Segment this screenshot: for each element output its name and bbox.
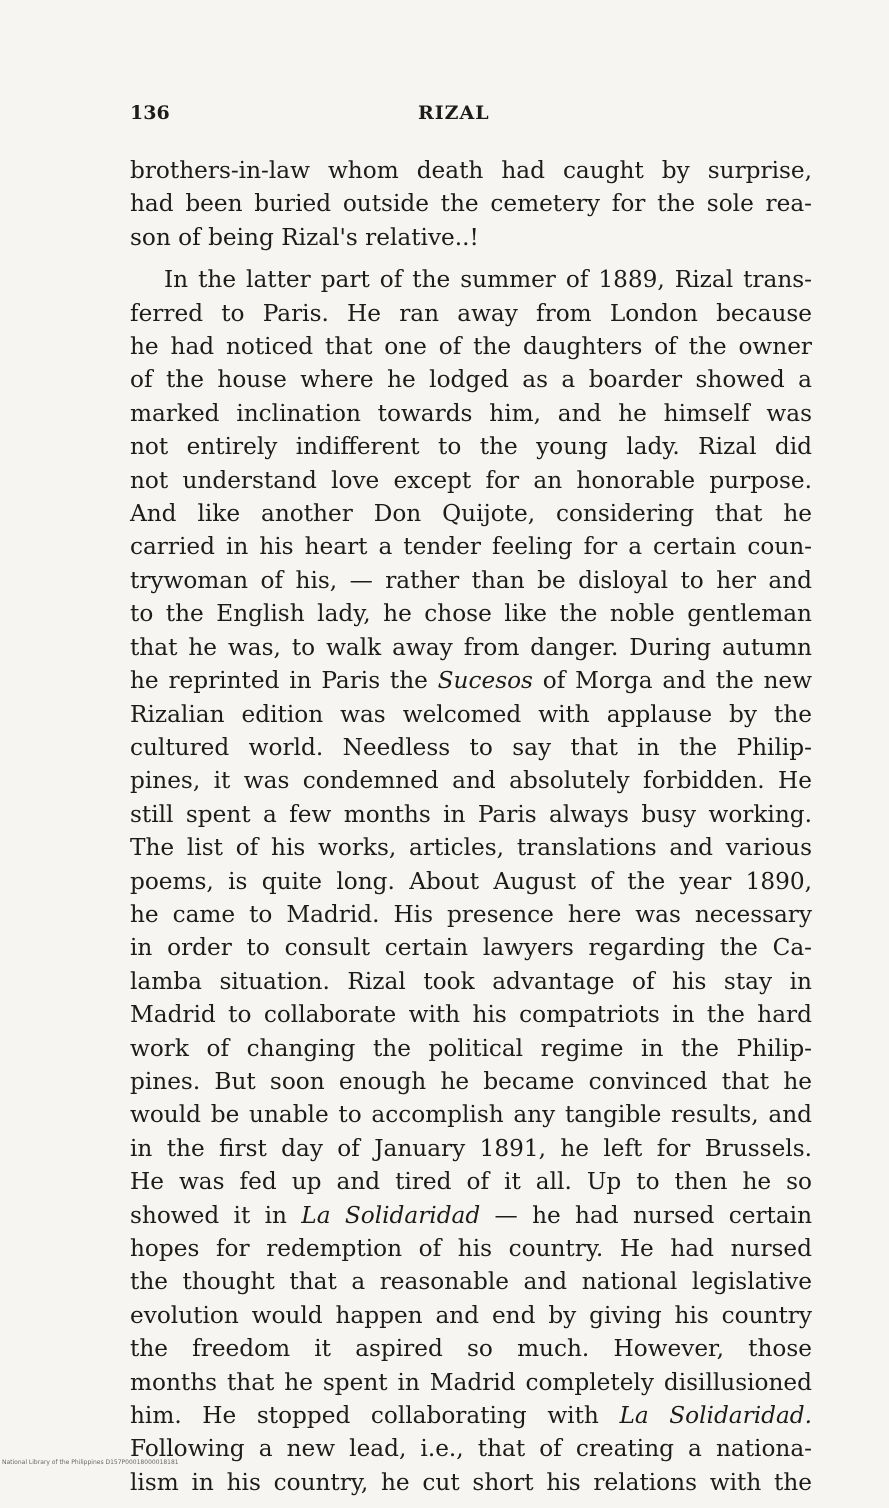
text-line: the freedom it aspired so much. However, those bbox=[130, 1335, 812, 1363]
text-line: that he was, to walk away from danger. During autumn bbox=[130, 633, 812, 661]
text-line: evolution would happen and end by giving his country bbox=[130, 1301, 812, 1329]
text-line: he had noticed that one of the daughters of the owner bbox=[130, 333, 812, 361]
text-line: of the house where he lodged as a boarder showed a bbox=[130, 366, 812, 394]
text-fragment: showed it in bbox=[130, 1201, 302, 1229]
text-line: in order to consult certain lawyers regarding the Ca- bbox=[130, 934, 812, 962]
text-fragment: — he had nursed certain bbox=[480, 1201, 813, 1229]
body-text bbox=[130, 154, 812, 1508]
text-line: not understand love except for an honorable purpose. bbox=[130, 466, 812, 494]
text-line: had been buried outside the cemetery for the sole rea- bbox=[130, 190, 812, 218]
paragraph bbox=[130, 263, 812, 1499]
italic-title: La Solidaridad. bbox=[619, 1402, 812, 1430]
paragraph bbox=[130, 154, 812, 254]
text-line: lism in his country, he cut short his relations with the bbox=[130, 1468, 812, 1496]
text-line: pines. But soon enough he became convinced that he bbox=[130, 1067, 812, 1095]
text-fragment: him. He stopped collaborating with bbox=[130, 1402, 620, 1430]
text-line: Following a new lead, i.e., that of creating a nationa- bbox=[130, 1435, 812, 1463]
text-line: in the first day of January 1891, he left for Brussels. bbox=[130, 1134, 812, 1162]
text-line: he came to Madrid. His presence here was necessary bbox=[130, 900, 812, 928]
text-fragment: he reprinted in Paris the bbox=[130, 667, 438, 695]
text-line: still spent a few months in Paris always busy working. bbox=[130, 800, 812, 828]
text-line: Madrid to collaborate with his compatriots in the hard bbox=[130, 1001, 812, 1029]
text-line bbox=[130, 1399, 812, 1432]
text-line: the thought that a reasonable and national legislative bbox=[130, 1268, 812, 1296]
text-line: lamba situation. Rizal took advantage of his stay in bbox=[130, 967, 812, 995]
text-line: brothers-in-law whom death had caught by surprise, bbox=[130, 157, 812, 184]
text-line: And like another Don Quijote, considering that he bbox=[130, 500, 812, 528]
text-line: poems, is quite long. About August of the year 1890, bbox=[130, 867, 812, 895]
text-line: son of being Rizal's relative..! bbox=[130, 223, 479, 251]
text-line: In the latter part of the summer of 1889, Rizal trans- bbox=[164, 266, 812, 294]
text-line bbox=[130, 664, 812, 697]
italic-title: La Solidaridad bbox=[301, 1201, 481, 1229]
text-line: not entirely indifferent to the young lady. Rizal did bbox=[130, 433, 812, 461]
text-fragment: of Morga and the new bbox=[532, 667, 812, 695]
text-line bbox=[130, 1199, 812, 1232]
text-line: carried in his heart a tender feeling for a certain coun- bbox=[130, 533, 812, 561]
page-header bbox=[130, 102, 809, 132]
text-line: trywoman of his, — rather than be disloyal to her and bbox=[130, 566, 812, 594]
running-head: RIZAL bbox=[418, 102, 490, 124]
text-line: work of changing the political regime in the Philip- bbox=[130, 1034, 812, 1062]
text-line: ferred to Paris. He ran away from London because bbox=[130, 299, 812, 327]
text-line: would be unable to accomplish any tangible results, and bbox=[130, 1101, 812, 1129]
text-line: Rizalian edition was welcomed with applause by the bbox=[130, 700, 812, 728]
scan-footer: National Library of the Philippines D157P00018000018181 bbox=[2, 1459, 179, 1466]
text-line: He was fed up and tired of it all. Up to then he so bbox=[130, 1168, 812, 1196]
italic-title: Sucesos bbox=[437, 667, 533, 695]
text-line: marked inclination towards him, and he himself was bbox=[130, 399, 812, 427]
text-line: hopes for redemption of his country. He had nursed bbox=[130, 1235, 812, 1262]
text-line: to the English lady, he chose like the noble gentleman bbox=[130, 600, 812, 628]
text-line: The list of his works, articles, translations and various bbox=[130, 834, 812, 862]
text-line: pines, it was condemned and absolutely forbidden. He bbox=[130, 767, 812, 795]
text-line: months that he spent in Madrid completely disillusioned bbox=[130, 1368, 812, 1396]
text-line: cultured world. Needless to say that in the Philip- bbox=[130, 733, 812, 761]
page-number: 136 bbox=[130, 102, 170, 124]
